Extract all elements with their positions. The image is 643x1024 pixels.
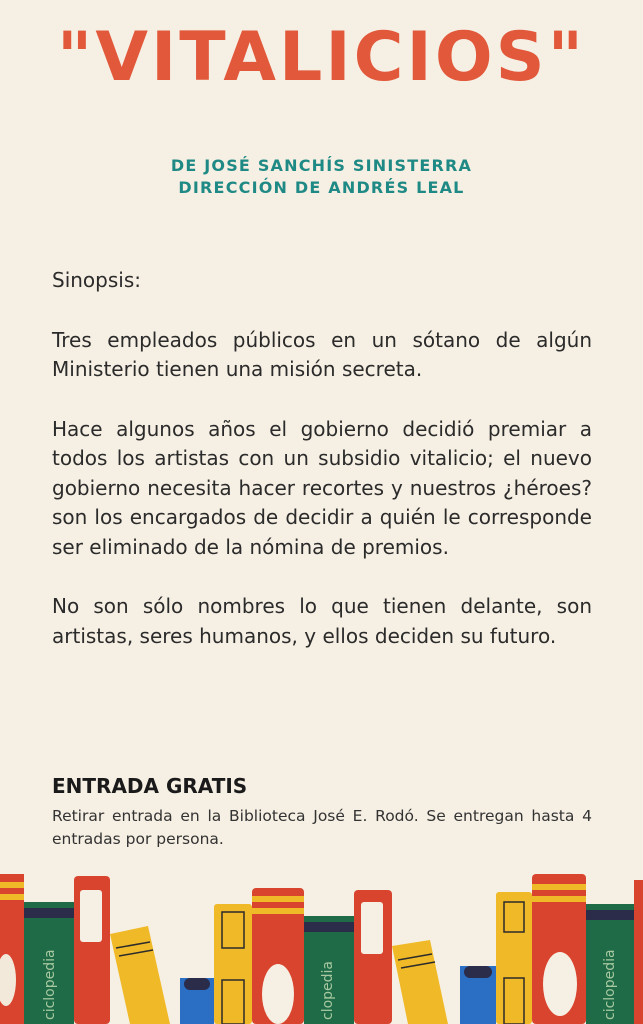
book-yellow-lean-2 xyxy=(392,940,448,1024)
book-yellow-lean xyxy=(110,926,170,1024)
synopsis-paragraph: Hace algunos años el gobierno decidió premiar a todos los artistas con un subsidio vitalicio; el nuevo gobierno necesita hacer recortes y nuestros ¿héroes? son los encargados de decidir a quién le corresponde ser eliminado de la nómina de premios. xyxy=(52,416,592,559)
book-green-left xyxy=(24,902,74,1024)
spine-text: clopedia xyxy=(320,960,336,1020)
synopsis-paragraph: Tres empleados públicos en un sótano de algún Ministerio tienen una misión secreta. xyxy=(52,327,592,381)
credits xyxy=(0,155,643,199)
book-red-4 xyxy=(354,890,392,1024)
free-entry-title: ENTRADA GRATIS xyxy=(52,774,248,798)
book-green-right xyxy=(586,904,634,1024)
book-green-mid xyxy=(304,916,354,1024)
spine-text: ciclopedia xyxy=(602,949,618,1020)
book-red-edge xyxy=(634,880,643,1024)
synopsis-paragraph: No son sólo nombres lo que tienen delante, son artistas, seres humanos, y ellos deciden su futuro. xyxy=(52,594,592,648)
book-red-5 xyxy=(532,874,586,1024)
spine-text: ciclopedia xyxy=(42,949,58,1020)
book-red-3 xyxy=(252,888,304,1024)
author-credit: DE JOSÉ SANCHÍS SINISTERRA xyxy=(170,156,473,175)
synopsis-heading: Sinopsis: xyxy=(52,268,141,292)
poster-title: "VITALICIOS" xyxy=(56,18,587,97)
books-illustration xyxy=(0,860,643,1024)
director-credit: DIRECCIÓN DE ANDRÉS LEAL xyxy=(178,178,465,197)
synopsis xyxy=(52,266,592,681)
free-entry-text: Retirar entrada en la Biblioteca José E. Rodó. Se entregan hasta 4 entradas por persona. xyxy=(52,807,592,848)
book-red-left xyxy=(0,874,24,1024)
book-red-2 xyxy=(74,876,110,1024)
book-yellow-2 xyxy=(214,904,252,1024)
book-blue-2 xyxy=(460,966,496,1024)
book-blue xyxy=(180,978,214,1024)
book-yellow-3 xyxy=(496,892,532,1024)
